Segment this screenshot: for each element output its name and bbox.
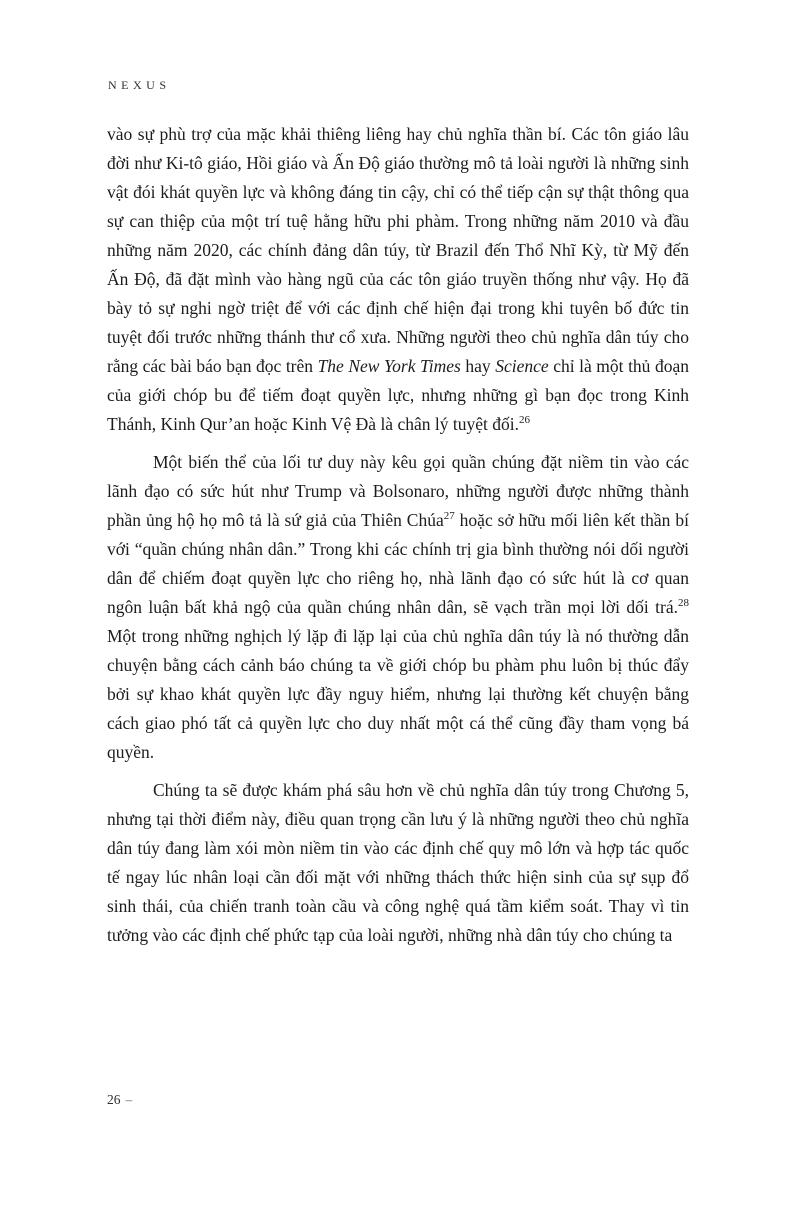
text-run: vào sự phù trợ của mặc khải thiêng liêng hay chủ nghĩa thần bí. Các tôn giáo lâu đời như Ki-tô giáo, Hồi giáo và Ấn Độ giáo thường mô tả loài người là những sinh vật đói khát quyền lực và không đáng tin cậy, chỉ có thể tiếp cận sự thật thông qua sự can thiệp của một trí tuệ hằng hữu phi phàm. Trong những năm 2010 và đầu những năm 2020, các chính đảng dân túy, từ Brazil đến Thổ Nhĩ Kỳ, từ Mỹ đến Ấn Độ, đã đặt mình vào hàng ngũ của các tôn giáo truyền thống như vậy. Họ đã bày tỏ sự nghi ngờ triệt để với các định chế hiện đại trong khi tuyên bố đức tin tuyệt đối trước những thánh thư cổ xưa. Những người theo chủ nghĩa dân túy cho rằng các bài báo bạn đọc trên (107, 124, 689, 376)
text-run: Chúng ta sẽ được khám phá sâu hơn về chủ nghĩa dân túy trong Chương 5, nhưng tại thời điểm này, điều quan trọng cần lưu ý là những người theo chủ nghĩa dân túy đang làm xói mòn niềm tin vào các định chế quy mô lớn và hợp tác quốc tế ngay lúc nhân loại cần đối mặt với những thách thức hiện sinh của sự sụp đổ sinh thái, của chiến tranh toàn cầu và công nghệ quá tầm kiểm soát. Thay vì tin tưởng vào các định chế phức tạp của loài người, những nhà dân túy cho chúng ta (107, 780, 689, 945)
text-run: Science (495, 356, 549, 376)
footnote-reference: 26 (518, 414, 530, 427)
text-run: hay (460, 356, 496, 376)
text-run: The New York Times (317, 356, 461, 376)
paragraph (107, 120, 689, 439)
text-run: chỉ là một thủ đoạn của giới chóp bu để tiếm đoạt quyền lực, nhưng những gì bạn đọc trong Kinh Thánh, Kinh Qur’an hoặc Kinh Vệ Đà là chân lý tuyệt đối. (107, 356, 689, 434)
page-footer (107, 1092, 132, 1108)
footnote-reference: 27 (443, 510, 455, 523)
footnote-reference: 28 (678, 597, 689, 610)
text-run: Một trong những nghịch lý lặp đi lặp lại của chủ nghĩa dân túy là nó thường dẫn chuyện bằng cách cảnh báo chúng ta về giới chóp bu phàm phu luôn bị thúc đẩy bởi sự khao khát quyền lực đầy nguy hiểm, nhưng lại thường kết chuyện bằng cách giao phó tất cả quyền lực cho duy nhất một cá thể cũng đầy tham vọng bá quyền. (107, 626, 689, 762)
text-block (107, 120, 689, 950)
paragraph (107, 776, 689, 950)
footer-ornament: – (125, 1092, 133, 1107)
text-run: Một biến thể của lối tư duy này kêu gọi quần chúng đặt niềm tin vào các lãnh đạo có sức hút như Trump và Bolsonaro, những người được những thành phần ủng hộ họ mô tả là sứ giả của Thiên Chúa (107, 452, 689, 530)
page-number: 26 (107, 1092, 121, 1107)
paragraph (107, 448, 689, 767)
text-run: hoặc sở hữu mối liên kết thần bí với “quần chúng nhân dân.” Trong khi các chính trị gia bình thường nói dối người dân để chiếm đoạt quyền lực cho riêng họ, nhà lãnh đạo có sức hút là cơ quan ngôn luận bất khả ngộ của quần chúng nhân dân, sẽ vạch trần mọi lời dối trá. (107, 510, 689, 617)
running-header: NEXUS (108, 78, 171, 92)
